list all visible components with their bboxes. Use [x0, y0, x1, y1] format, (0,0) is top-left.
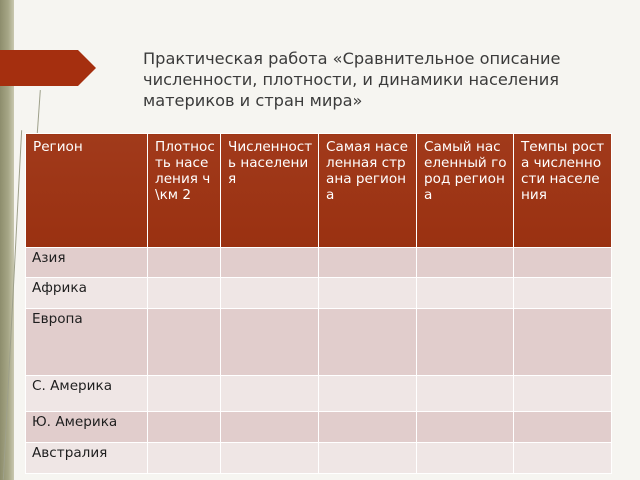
- row-region-label: Ю. Америка: [26, 412, 148, 443]
- table-cell: [417, 248, 514, 278]
- table-cell: [148, 278, 221, 309]
- table-cell: [221, 278, 319, 309]
- table-cell: [319, 248, 417, 278]
- header-growth-rate: Темпы роста численности населения: [514, 134, 612, 248]
- table-cell: [514, 248, 612, 278]
- table-row: [26, 278, 612, 309]
- header-population: Численность населения: [221, 134, 319, 248]
- table-cell: [514, 376, 612, 412]
- table-cell: [221, 309, 319, 376]
- table-cell: [221, 376, 319, 412]
- table-cell: [319, 412, 417, 443]
- header-most-populous-country: Самая населенная страна региона: [319, 134, 417, 248]
- table-cell: [221, 248, 319, 278]
- table-cell: [514, 443, 612, 474]
- table-row: [26, 443, 612, 474]
- table-cell: [148, 412, 221, 443]
- table-cell: [514, 278, 612, 309]
- table-cell: [417, 412, 514, 443]
- table-cell: [319, 309, 417, 376]
- header-density: Плотность населения ч\км 2: [148, 134, 221, 248]
- table-row: [26, 248, 612, 278]
- table-cell: [148, 248, 221, 278]
- table-row: [26, 412, 612, 443]
- table-cell: [221, 412, 319, 443]
- row-region-label: Австралия: [26, 443, 148, 474]
- table-cell: [148, 376, 221, 412]
- row-region-label: Европа: [26, 309, 148, 376]
- arrow-shape-icon: [0, 50, 96, 86]
- table-header-row: [26, 134, 612, 248]
- table-row: [26, 309, 612, 376]
- row-region-label: С. Америка: [26, 376, 148, 412]
- table-cell: [221, 443, 319, 474]
- header-region: Регион: [26, 134, 148, 248]
- comparison-table: [25, 133, 612, 474]
- slide-title: Практическая работа «Сравнительное описание численности, плотности, и динамики населения материков и стран мира»: [143, 49, 561, 110]
- table-cell: [319, 443, 417, 474]
- table-cell: [417, 376, 514, 412]
- table-cell: [514, 309, 612, 376]
- table-cell: [148, 443, 221, 474]
- table-row: [26, 376, 612, 412]
- table-cell: [514, 412, 612, 443]
- row-region-label: Азия: [26, 248, 148, 278]
- table-cell: [319, 376, 417, 412]
- table-cell: [417, 309, 514, 376]
- header-most-populous-city: Самый населенный город региона: [417, 134, 514, 248]
- table-cell: [417, 278, 514, 309]
- table-cell: [417, 443, 514, 474]
- table-cell: [319, 278, 417, 309]
- table-cell: [148, 309, 221, 376]
- row-region-label: Африка: [26, 278, 148, 309]
